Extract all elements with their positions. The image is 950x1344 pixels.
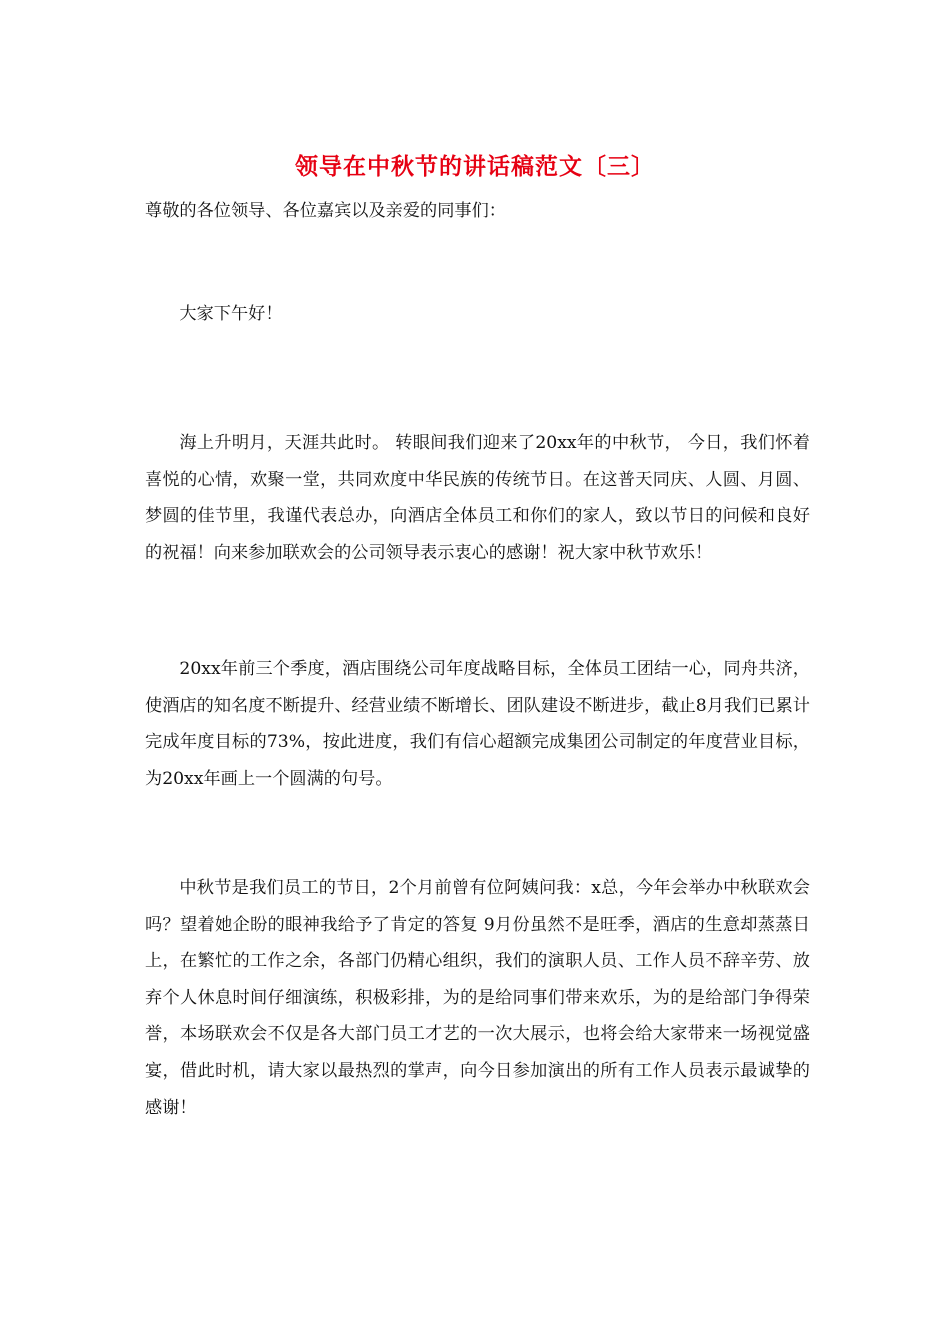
- greeting: 大家下午好！: [179, 304, 283, 324]
- paragraph: 20xx年前三个季度，酒店围绕公司年度战略目标，全体员工团结一心，同舟共济，使酒店的知名度不断提升、经营业绩不断增长、团队建设不断进步，截止8月我们已累计完成年度目标的73%，按此进度，我们有信心超额完成集团公司制定的年度营业目标，为20xx年画上一个圆满的句号。: [145, 659, 810, 789]
- document-title: 领导在中秋节的讲话稿范文〔三〕: [295, 153, 655, 180]
- paragraph: 海上升明月，天涯共此时。 转眼间我们迎来了20xx年的中秋节， 今日，我们怀着喜悦的心情，欢聚一堂，共同欢度中华民族的传统节日。在这普天同庆、人圆、月圆、梦圆的佳节里，我谨代表总办，向酒店全体员工和你们的家人，致以节日的问候和良好的祝福！向来参加联欢会的公司领导表示衷心的感谢！祝大家中秋节欢乐！: [145, 433, 810, 563]
- salutation: 尊敬的各位领导、各位嘉宾以及亲爱的同事们：: [145, 201, 506, 221]
- paragraph: 中秋节是我们员工的节日，2个月前曾有位阿姨问我：x总，今年会举办中秋联欢会吗？望着她企盼的眼神我给予了肯定的答复 9月份虽然不是旺季，酒店的生意却蒸蒸日上，在繁忙的工作之余，各部门仍精心组织，我们的演职人员、工作人员不辞辛劳、放弃个人休息时间仔细演练，积极彩排，为的是给同事们带来欢乐，为的是给部门争得荣誉，本场联欢会不仅是各大部门员工才艺的一次大展示，也将会给大家带来一场视觉盛宴，借此时机，请大家以最热烈的掌声，向今日参加演出的所有工作人员表示最诚挚的感谢！: [145, 878, 810, 1118]
